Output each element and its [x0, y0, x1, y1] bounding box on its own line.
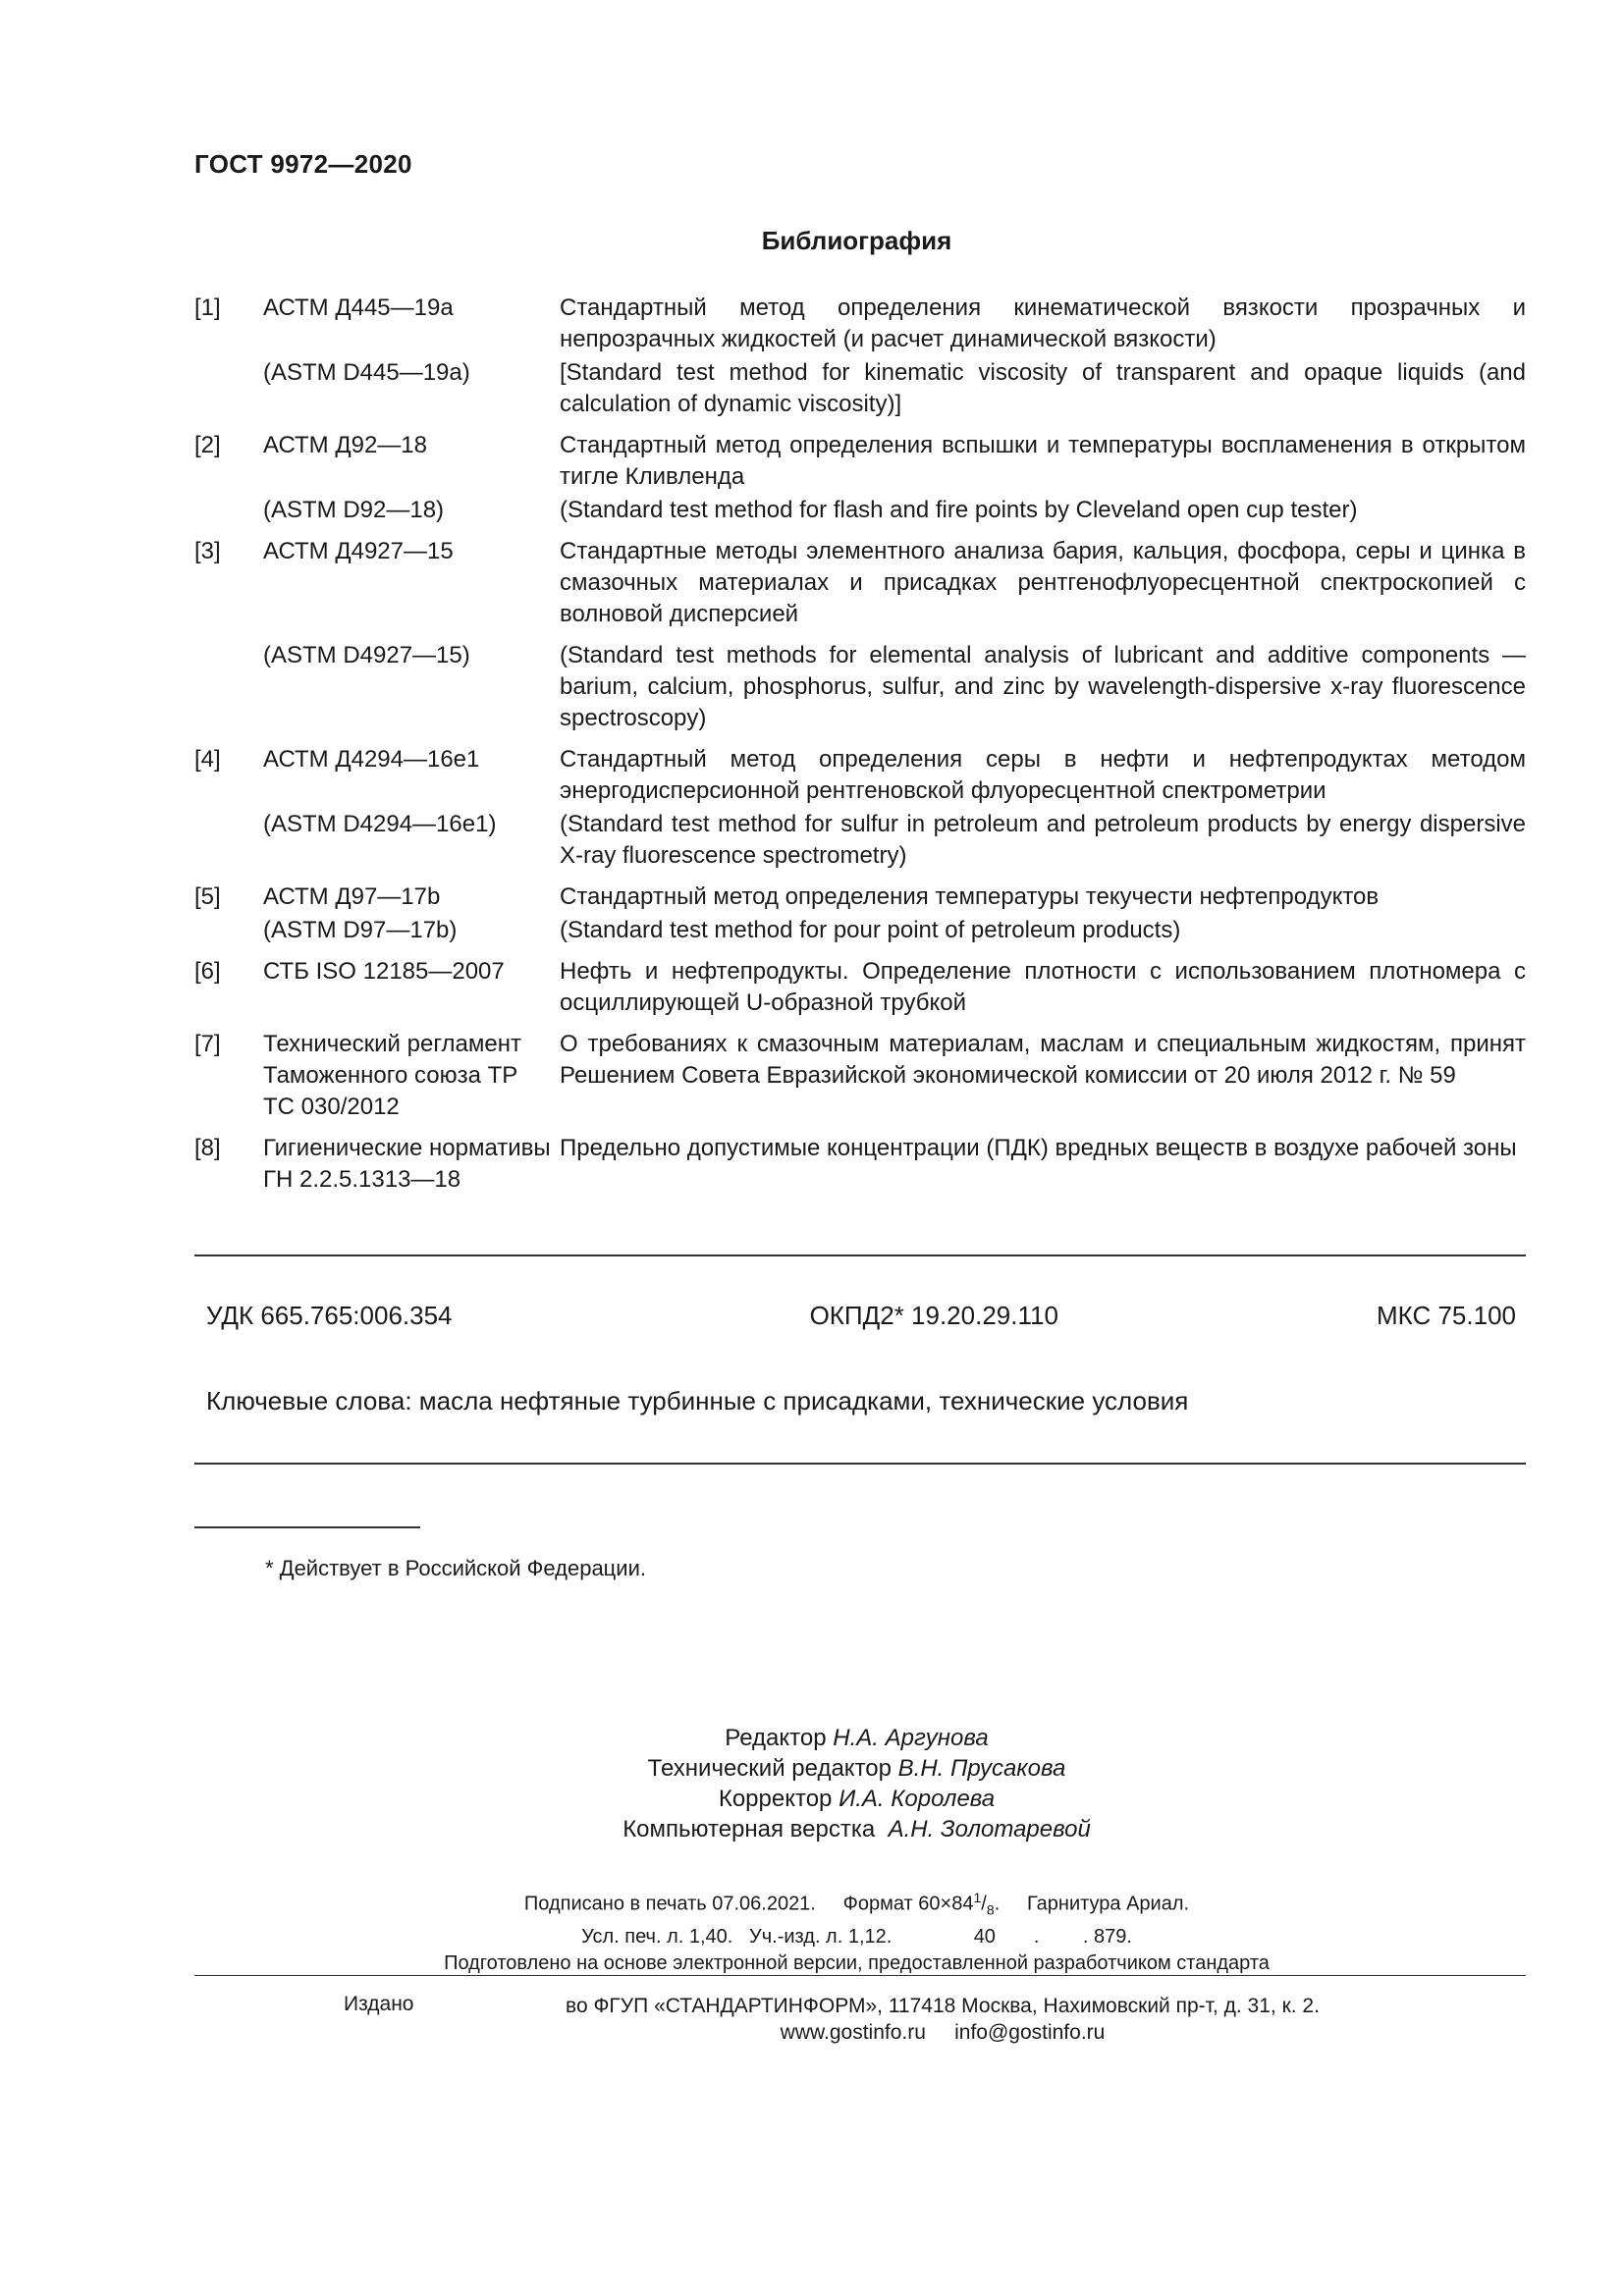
entry-number: [3] [194, 538, 221, 564]
entry-number: [2] [194, 432, 221, 458]
entry-reference: Гигиенические нормативы ГН 2.2.5.1313—18 [263, 1135, 551, 1193]
entry-description: Стандартный метод определения серы в нефти и нефтепродуктах методом энергодисперсионной рентгеновской флуоресцентной спектрометрии [560, 746, 1526, 804]
entry-reference: АСТМ Д445—19а [263, 294, 454, 321]
entry-description: (Standard test method for flash and fire points by Cleveland open cup tester) [560, 497, 1358, 523]
mks-code: МКС 75.100 [1376, 1301, 1516, 1330]
entry-description: (Standard test method for sulfur in petroleum and petroleum products by energy dispersive X-ray fluorescence spectrometry) [560, 811, 1526, 869]
entry-number: [8] [194, 1135, 221, 1161]
classification-codes [206, 1301, 1516, 1331]
publisher-address: во ФГУП «СТАНДАРТИНФОРМ», 117418 Москва, Нахимовский пр-т, д. 31, к. 2. [566, 1995, 1320, 2017]
keywords: Ключевые слова: масла нефтяные турбинные с присадками, технические условия [206, 1386, 1189, 1415]
entry-number: [1] [194, 294, 221, 321]
entry-reference: АСТМ Д92—18 [263, 432, 427, 458]
entry-number: [7] [194, 1031, 221, 1057]
okpd-code: ОКПД2* 19.20.29.110 [809, 1301, 1058, 1330]
entry-number: [5] [194, 883, 221, 910]
bibliography-entry-6 [194, 956, 1526, 1019]
credit-proofreader: Корректор И.А. Королева [718, 1786, 996, 1812]
bibliography-entry-2 [194, 430, 1526, 526]
entry-description: Стандартные методы элементного анализа бария, кальция, фосфора, серы и цинка в смазочных материалах и присадках рентгенофлуоресцентной спектроскопией с волновой дисперсией [560, 538, 1526, 627]
bibliography-entry-1 [194, 293, 1526, 420]
entry-reference: Технический регламент Таможенного союза ТР ТС 030/2012 [263, 1031, 521, 1120]
bibliography-entry-5 [194, 881, 1526, 946]
udk-code: УДК 665.765:006.354 [206, 1301, 453, 1330]
entry-description: Стандартный метод определения вспышки и температуры воспламенения в открытом тигле Кливленда [560, 432, 1526, 490]
bibliography-title: Библиография [761, 226, 952, 255]
entry-reference: АСТМ Д4294—16е1 [263, 746, 480, 773]
footnote: * Действует в Российской Федерации. [265, 1556, 646, 1580]
entry-description: [Standard test method for kinematic viscosity of transparent and opaque liquids (and calculation of dynamic viscosity)] [560, 359, 1526, 417]
entry-description: Стандартный метод определения кинематической вязкости прозрачных и непрозрачных жидкостей (и расчет динамической вязкости) [560, 294, 1526, 352]
bibliography-entry-7 [194, 1029, 1526, 1123]
entry-description: (Standard test method for pour point of petroleum products) [560, 917, 1181, 943]
entry-description: (Standard test methods for elemental analysis of lubricant and additive components — barium, calcium, phosphorus, sulfur, and zinc by wavelength-dispersive x-ray fluorescence spectroscopy) [560, 642, 1526, 731]
entry-reference: (ASTM D4927—15) [263, 642, 470, 668]
entry-description: О требованиях к смазочным материалам, маслам и специальным жидкостям, принят Решением Совета Евразийской экономической комиссии от 20 июля 2012 г. № 59 [560, 1031, 1526, 1089]
entry-number: [6] [194, 958, 221, 985]
publisher-contacts [550, 2019, 1335, 2046]
entry-reference: (ASTM D92—18) [263, 497, 445, 523]
pubinfo-line-3: Подготовлено на основе электронной версии, предоставленной разработчиком стандарта [444, 1951, 1270, 1974]
entry-reference: (ASTM D4294—16e1) [263, 811, 497, 837]
entry-description: Нефть и нефтепродукты. Определение плотности с использованием плотномера с осциллирующей U-образной трубкой [560, 958, 1526, 1016]
publisher-info [550, 1993, 1335, 2046]
entry-reference: АСТМ Д97—17b [263, 883, 441, 910]
publication-info [0, 1885, 1624, 1977]
publisher-email-link[interactable]: info@gostinfo.ru [954, 2021, 1106, 2044]
footnote-divider [194, 1526, 420, 1528]
entry-reference: (ASTM D97—17b) [263, 917, 458, 943]
credit-layout: Компьютерная верстка А.Н. Золотаревой [623, 1816, 1091, 1842]
entry-reference: (ASTM D445—19a) [263, 359, 470, 386]
entry-number: [4] [194, 746, 221, 773]
section-divider-top [194, 1255, 1526, 1256]
entry-reference: СТБ ISO 12185—2007 [263, 958, 505, 985]
publisher-site-link[interactable]: www.gostinfo.ru [780, 2021, 926, 2044]
document-id: ГОСТ 9972—2020 [194, 149, 412, 179]
publisher-divider [194, 1975, 1526, 1976]
credit-editor: Редактор Н.А. Аргунова [725, 1725, 989, 1751]
bibliography-entry-8 [194, 1133, 1526, 1196]
entry-description: Предельно допустимые концентрации (ПДК) вредных веществ в воздухе рабочей зоны [560, 1135, 1517, 1161]
credit-tech-editor: Технический редактор В.Н. Прусакова [647, 1755, 1066, 1782]
pubinfo-line-2: Усл. печ. л. 1,40. Уч.-изд. л. 1,12. 40 . . 879. [581, 1925, 1132, 1948]
pubinfo-line-1: Подписано в печать 07.06.2021. Формат $60\times 84^1/_8$. Гарнитура Ариал. [523, 1890, 1190, 1918]
bibliography-entry-4 [194, 744, 1526, 872]
bibliography-entry-3 [194, 536, 1526, 734]
entry-reference: АСТМ Д4927—15 [263, 538, 454, 564]
section-divider-bottom [194, 1463, 1526, 1465]
credits [0, 1723, 1624, 1844]
bibliography-list [194, 293, 1526, 1205]
publisher-label: Издано [344, 1993, 414, 2015]
entry-description: Стандартный метод определения температуры текучести нефтепродуктов [560, 883, 1380, 910]
